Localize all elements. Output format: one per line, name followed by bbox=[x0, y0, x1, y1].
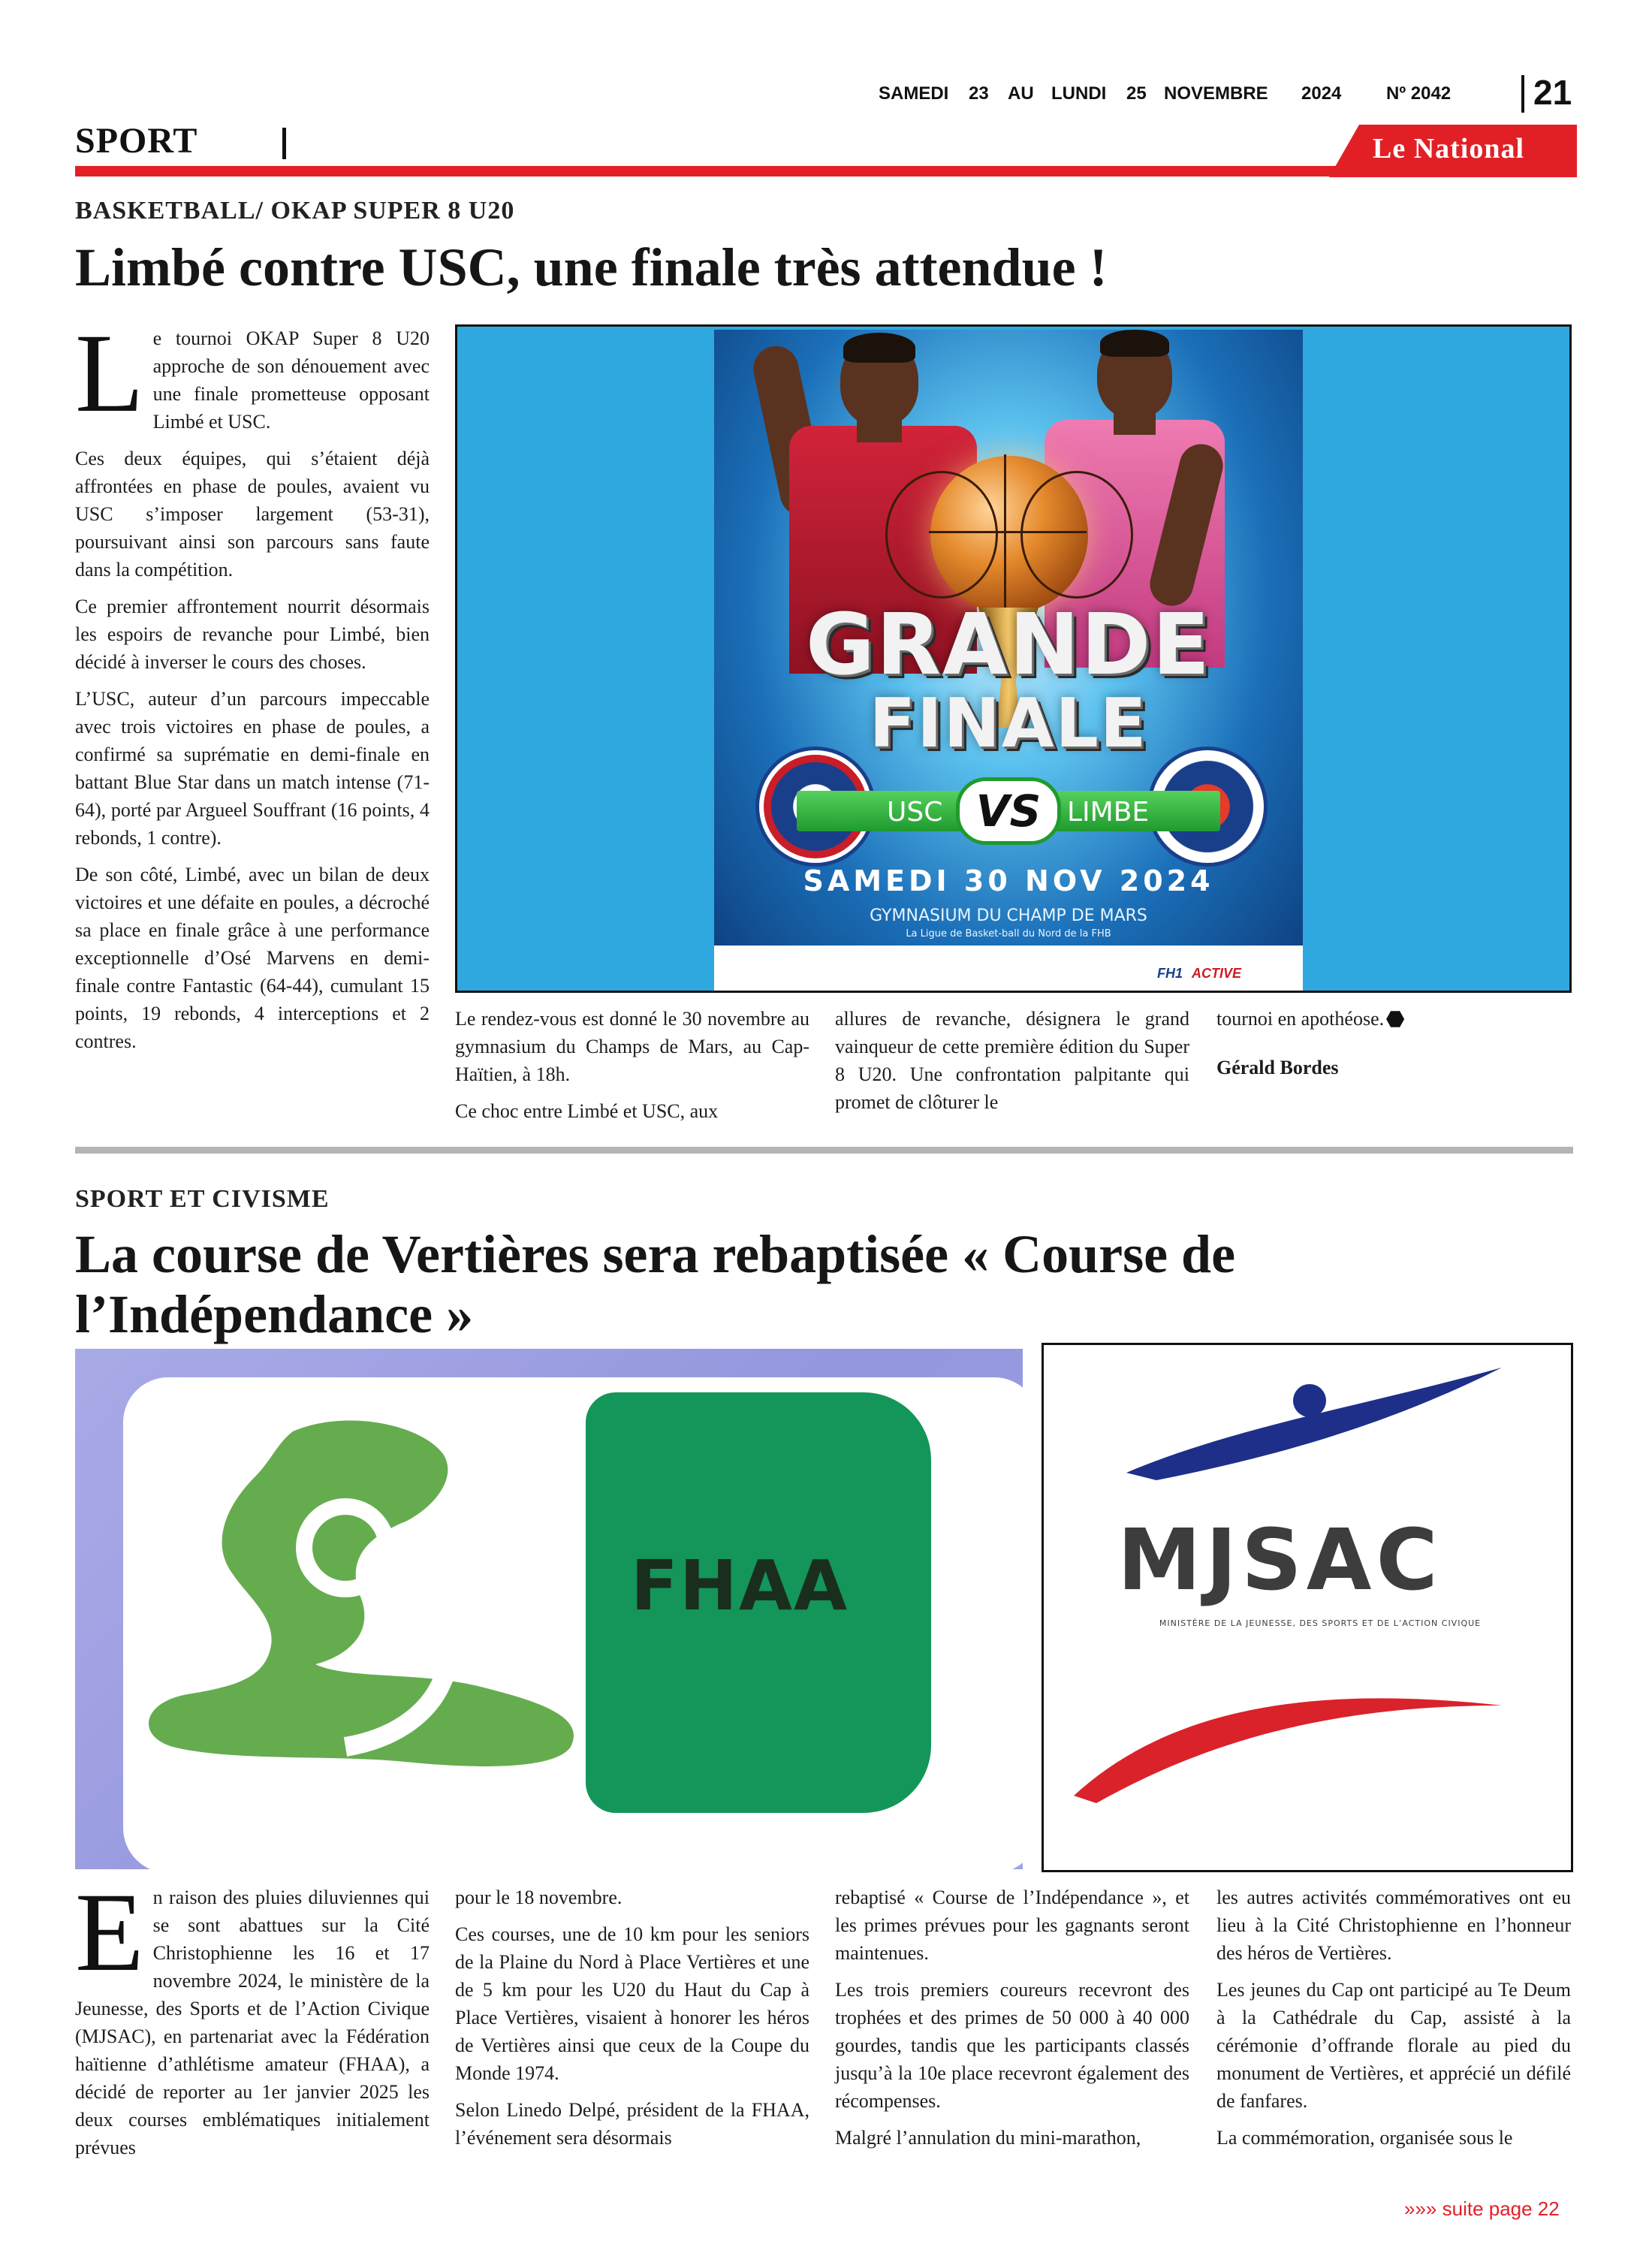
poster-vs-badge: VS bbox=[956, 777, 1061, 845]
article2-kicker: SPORT ET CIVISME bbox=[75, 1185, 330, 1213]
article1-paragraph: Le rendez-vous est donné le 30 novembre au gymnasium du Champs de Mars, au Cap-Haïtien, à 18h. bbox=[455, 1008, 809, 1085]
section-label: SPORT bbox=[75, 121, 198, 161]
fhaa-logo-text: FHAA bbox=[631, 1546, 849, 1626]
article2-paragraph bbox=[75, 1870, 430, 2161]
article2-paragraph: Malgré l’annulation du mini-marathon, bbox=[835, 2127, 1141, 2149]
article1-p1-text: e tournoi OKAP Super 8 U20 approche de son dénouement avec une finale prometteuse opposant Limbé et USC. bbox=[152, 327, 430, 433]
poster-date: SAMEDI 30 NOV 2024 bbox=[803, 864, 1214, 897]
article2-paragraph: Ces courses, une de 10 km pour les seniors de la Plaine du Nord à Place Vertières et une de 5 km pour les U20 du Haut du Cap à Place Vertières, visaient à honorer les héros de Vertières ainsi que ceux de la Coupe du Monde 1974. bbox=[455, 1923, 809, 2084]
poster-title-grande: GRANDE bbox=[805, 596, 1212, 694]
article1-paragraph bbox=[1216, 1005, 1571, 1033]
article1-paragraph: Ce choc entre Limbé et USC, aux bbox=[455, 1100, 719, 1122]
article1-kicker: BASKETBALL/ OKAP SUPER 8 U20 bbox=[75, 197, 515, 225]
article2-headline: La course de Vertières sera rebaptisée « Course de l’Indépendance » bbox=[75, 1224, 1236, 1344]
article1-headline: Limbé contre USC, une finale très attendue ! bbox=[75, 237, 1108, 297]
poster-team-usc: USC bbox=[887, 797, 943, 828]
article1-column-3 bbox=[835, 1005, 1189, 1125]
end-of-article-icon bbox=[1386, 1010, 1404, 1028]
article2-paragraph: Les trois premiers coureurs recevront des trophées et des primes de 50 000 à 40 000 gourdes, tandis que les participants classés jusqu’à la 10e place recevront également des récompenses. bbox=[835, 1979, 1189, 2112]
sponsor-logo-fh1: FH1 bbox=[1157, 966, 1183, 981]
article2-dropcap: E bbox=[75, 1870, 144, 1995]
section-separator bbox=[282, 128, 286, 159]
article1-dropcap: L bbox=[75, 311, 144, 436]
article2-paragraph: pour le 18 novembre. bbox=[455, 1887, 623, 1908]
poster-venue: GYMNASIUM DU CHAMP DE MARS bbox=[870, 906, 1147, 925]
article2-column-4 bbox=[1216, 1884, 1571, 2161]
continued-on-page-link[interactable]: »»» suite page 22 bbox=[1404, 2197, 1560, 2220]
mjsac-logo-text: MJSAC bbox=[1117, 1512, 1442, 1609]
article2-p1-text: n raison des pluies diluviennes qui se sont abattues sur la Cité Christophienne les 16 et 17 novembre 2024, le ministère de la Jeunesse, des Sports et de l’Action Civique (MJSAC), en partenariat avec la Fédération haïtienne d’athlétisme amateur (FHAA), a décidé de reporter au 1er janvier 2025 les deux courses emblématiques initialement prévues bbox=[75, 1887, 430, 2158]
sponsor-logo-active: ACTIVE bbox=[1192, 966, 1242, 981]
article1-column-4 bbox=[1216, 1005, 1571, 1090]
page-number-divider bbox=[1521, 75, 1524, 113]
mjsac-logo-subtitle: MINISTÈRE DE LA JEUNESSE, DES SPORTS ET DE L’ACTION CIVIQUE bbox=[1159, 1618, 1482, 1628]
poster-team-limbe: LIMBE bbox=[1067, 797, 1150, 828]
date-year: 2024 bbox=[1301, 83, 1342, 104]
article1-column-2 bbox=[455, 1005, 809, 1134]
article2-paragraph: Les jeunes du Cap ont participé au Te Deum à la Cathédrale du Cap, assisté à la cérémonie d’offrande florale au pied du monument de Vertières, et apprécié un défilé de fanfares. bbox=[1216, 1979, 1571, 2112]
issue-number: Nº 2042 bbox=[1386, 83, 1452, 104]
article1-column-1 bbox=[75, 311, 430, 1064]
article1-paragraph: Ce premier affrontement nourrit désormais les espoirs de revanche pour Limbé, bien décidé à inverser le cours des choses. bbox=[75, 596, 430, 673]
date-day-start: SAMEDI bbox=[879, 83, 949, 104]
article2-paragraph: La commémoration, organisée sous le bbox=[1216, 2127, 1513, 2149]
article2-paragraph: les autres activités commémoratives ont eu lieu à la Cité Christophienne en l’honneur des héros de Vertières. bbox=[1216, 1887, 1571, 1964]
date-num-end: 25 bbox=[1126, 83, 1147, 104]
poster-title-finale: FINALE bbox=[869, 684, 1148, 763]
article1-paragraph: Ces deux équipes, qui s’étaient déjà affrontées en phase de poules, avaient vu USC s’imposer largement (53-31), poursuivant ainsi son parcours sans faute dans la compétition. bbox=[75, 448, 430, 581]
grande-finale-poster bbox=[714, 330, 1303, 992]
article1-author: Gérald Bordes bbox=[1216, 1057, 1339, 1078]
mjsac-logo-image bbox=[1042, 1343, 1573, 1872]
article2-paragraph: Selon Linedo Delpé, président de la FHAA, l’événement sera désormais bbox=[455, 2099, 809, 2149]
fhaa-logo-photo bbox=[75, 1349, 1023, 1869]
poster-organizer: La Ligue de Basket-ball du Nord de la FHB bbox=[906, 928, 1111, 940]
date-month: NOVEMBRE bbox=[1164, 83, 1268, 104]
article1-paragraph bbox=[75, 311, 430, 436]
article1-paragraph: allures de revanche, désignera le grand vainqueur de cette première édition du Super 8 U20. Une confrontation palpitante qui promet de clôturer le bbox=[835, 1008, 1189, 1113]
article-divider bbox=[75, 1147, 1573, 1154]
article2-paragraph: rebaptisé « Course de l’Indépendance », et les primes prévues pour les gagnants seront maintenues. bbox=[835, 1887, 1189, 1964]
article1-final-sentence: tournoi en apothéose. bbox=[1216, 1008, 1385, 1030]
page-number: 21 bbox=[1533, 73, 1572, 112]
date-num-start: 23 bbox=[969, 83, 989, 104]
article1-paragraph: De son côté, Limbé, avec un bilan de deux victoires et une défaite en poules, a décroché sa place en finale grâce à une performance exceptionnelle d’Osé Marvens en demi-finale contre Fantastic (64-44), cumulant 15 points, 19 rebonds, 4 interceptions et 2 contres. bbox=[75, 864, 430, 1052]
article2-column-1 bbox=[75, 1870, 430, 2170]
article2-column-3 bbox=[835, 1884, 1189, 2161]
date-day-end: LUNDI bbox=[1051, 83, 1107, 104]
issue-date-line bbox=[871, 83, 1494, 109]
basketball-icon bbox=[930, 456, 1088, 614]
article1-photo-frame bbox=[455, 324, 1572, 993]
date-au: AU bbox=[1008, 83, 1034, 104]
article1-paragraph: L’USC, auteur d’un parcours impeccable avec trois victoires en phase de poules, a confirmé sa suprématie en demi-finale en battant Blue Star dans un match intense (71-64), porté par Argueel Souffrant (16 points, 4 rebonds, 1 contre). bbox=[75, 688, 430, 849]
masthead-logo: Le National bbox=[1373, 133, 1525, 164]
article2-column-2 bbox=[455, 1884, 809, 2161]
